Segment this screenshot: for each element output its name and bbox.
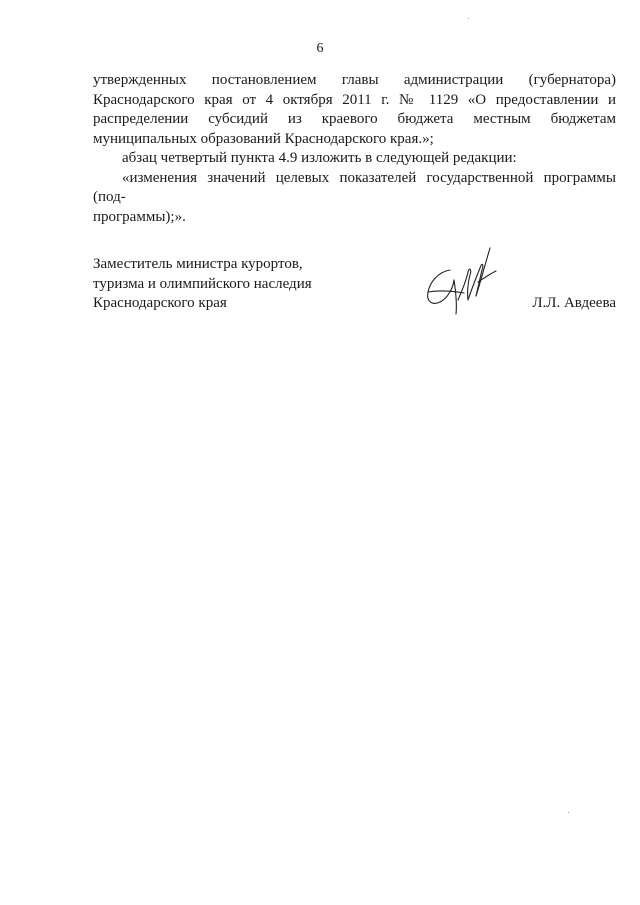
signatory-title-line: туризма и олимпийского наследия: [93, 275, 312, 292]
body-line: муниципальных образований Краснодарского края.»;: [93, 130, 434, 147]
body-line: программы);».: [93, 208, 186, 225]
scan-speck: [468, 18, 469, 19]
signatory-title-line: Краснодарского края: [93, 295, 227, 311]
body-line: распределении субсидий из краевого бюджета местным бюджетам: [93, 111, 616, 127]
document-body: [93, 71, 616, 227]
body-line: «изменения значений целевых показателей государственной программы (под-: [93, 169, 616, 205]
scan-speck: [568, 812, 569, 813]
signatory-title-line: Заместитель министра курортов,: [93, 256, 303, 272]
signatory-title: [93, 255, 312, 314]
handwritten-signature-icon: [420, 238, 500, 318]
signer-name: Л.Л. Авдеева: [532, 295, 616, 311]
body-line: абзац четвертый пункта 4.9 изложить в следующей редакции:: [122, 150, 517, 166]
page-number: 6: [316, 41, 324, 56]
body-line: Краснодарского края от 4 октября 2011 г. № 1129 «О предоставлении и: [93, 91, 616, 108]
body-line: утвержденных постановлением главы администрации (губернатора): [93, 72, 616, 88]
